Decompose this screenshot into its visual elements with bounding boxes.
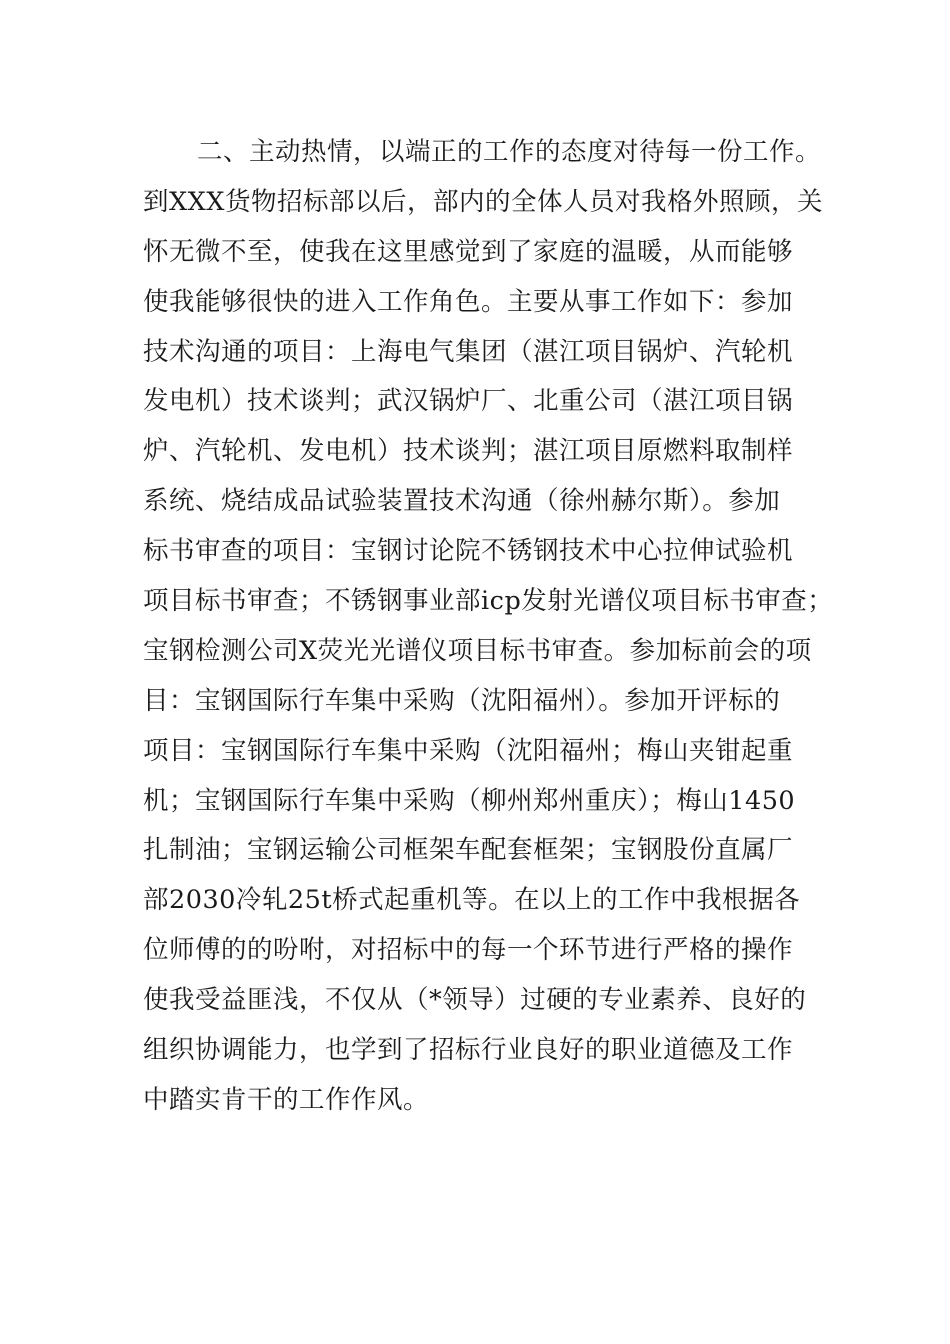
paragraph-line: 发电机）技术谈判；武汉锅炉厂、北重公司（湛江项目锅 bbox=[143, 386, 794, 417]
paragraph-line: 机；宝钢国际行车集中采购（柳州郑州重庆）；梅山1450 bbox=[143, 785, 796, 816]
paragraph-line: 目：宝钢国际行车集中采购（沈阳福州）。参加开评标的 bbox=[143, 685, 781, 716]
paragraph-line: 到XXX货物招标部以后，部内的全体人员对我格外照顾，关 bbox=[143, 186, 823, 217]
paragraph-line: 部2030冷轧25t桥式起重机等。在以上的工作中我根据各 bbox=[143, 885, 801, 916]
paragraph-line: 标书审查的项目：宝钢讨论院不锈钢技术中心拉伸试验机 bbox=[143, 536, 794, 567]
paragraph-line: 项目标书审查；不锈钢事业部icp发射光谱仪项目标书审查； bbox=[143, 586, 834, 617]
paragraph-line: 位师傅的的吩咐，对招标中的每一个环节进行严格的操作 bbox=[143, 935, 794, 966]
paragraph-line: 使我受益匪浅，不仅从（*领导）过硬的专业素养、良好的 bbox=[143, 985, 807, 1016]
paragraph-line: 宝钢检测公司X荧光光谱仪项目标书审查。参加标前会的项 bbox=[143, 635, 812, 666]
paragraph-line: 项目：宝钢国际行车集中采购（沈阳福州；梅山夹钳起重 bbox=[143, 735, 794, 766]
paragraph-line: 炉、汽轮机、发电机）技术谈判；湛江项目原燃料取制样 bbox=[143, 436, 794, 467]
paragraph-line: 扎制油；宝钢运输公司框架车配套框架；宝钢股份直属厂 bbox=[143, 835, 794, 866]
body-paragraph bbox=[143, 128, 834, 1126]
paragraph-line: 怀无微不至，使我在这里感觉到了家庭的温暖，从而能够 bbox=[143, 236, 794, 267]
paragraph-line: 二、主动热情，以端正的工作的态度对待每一份工作。 bbox=[197, 137, 822, 167]
paragraph-line: 中踏实肯干的工作作风。 bbox=[143, 1084, 430, 1115]
paragraph-line: 组织协调能力，也学到了招标行业良好的职业道德及工作 bbox=[143, 1035, 794, 1066]
paragraph-line: 系统、烧结成品试验装置技术沟通（徐州赫尔斯）。参加 bbox=[143, 486, 781, 517]
paragraph-line: 使我能够很快的进入工作角色。主要从事工作如下：参加 bbox=[143, 286, 794, 317]
paragraph-line: 技术沟通的项目：上海电气集团（湛江项目锅炉、汽轮机 bbox=[143, 336, 794, 367]
